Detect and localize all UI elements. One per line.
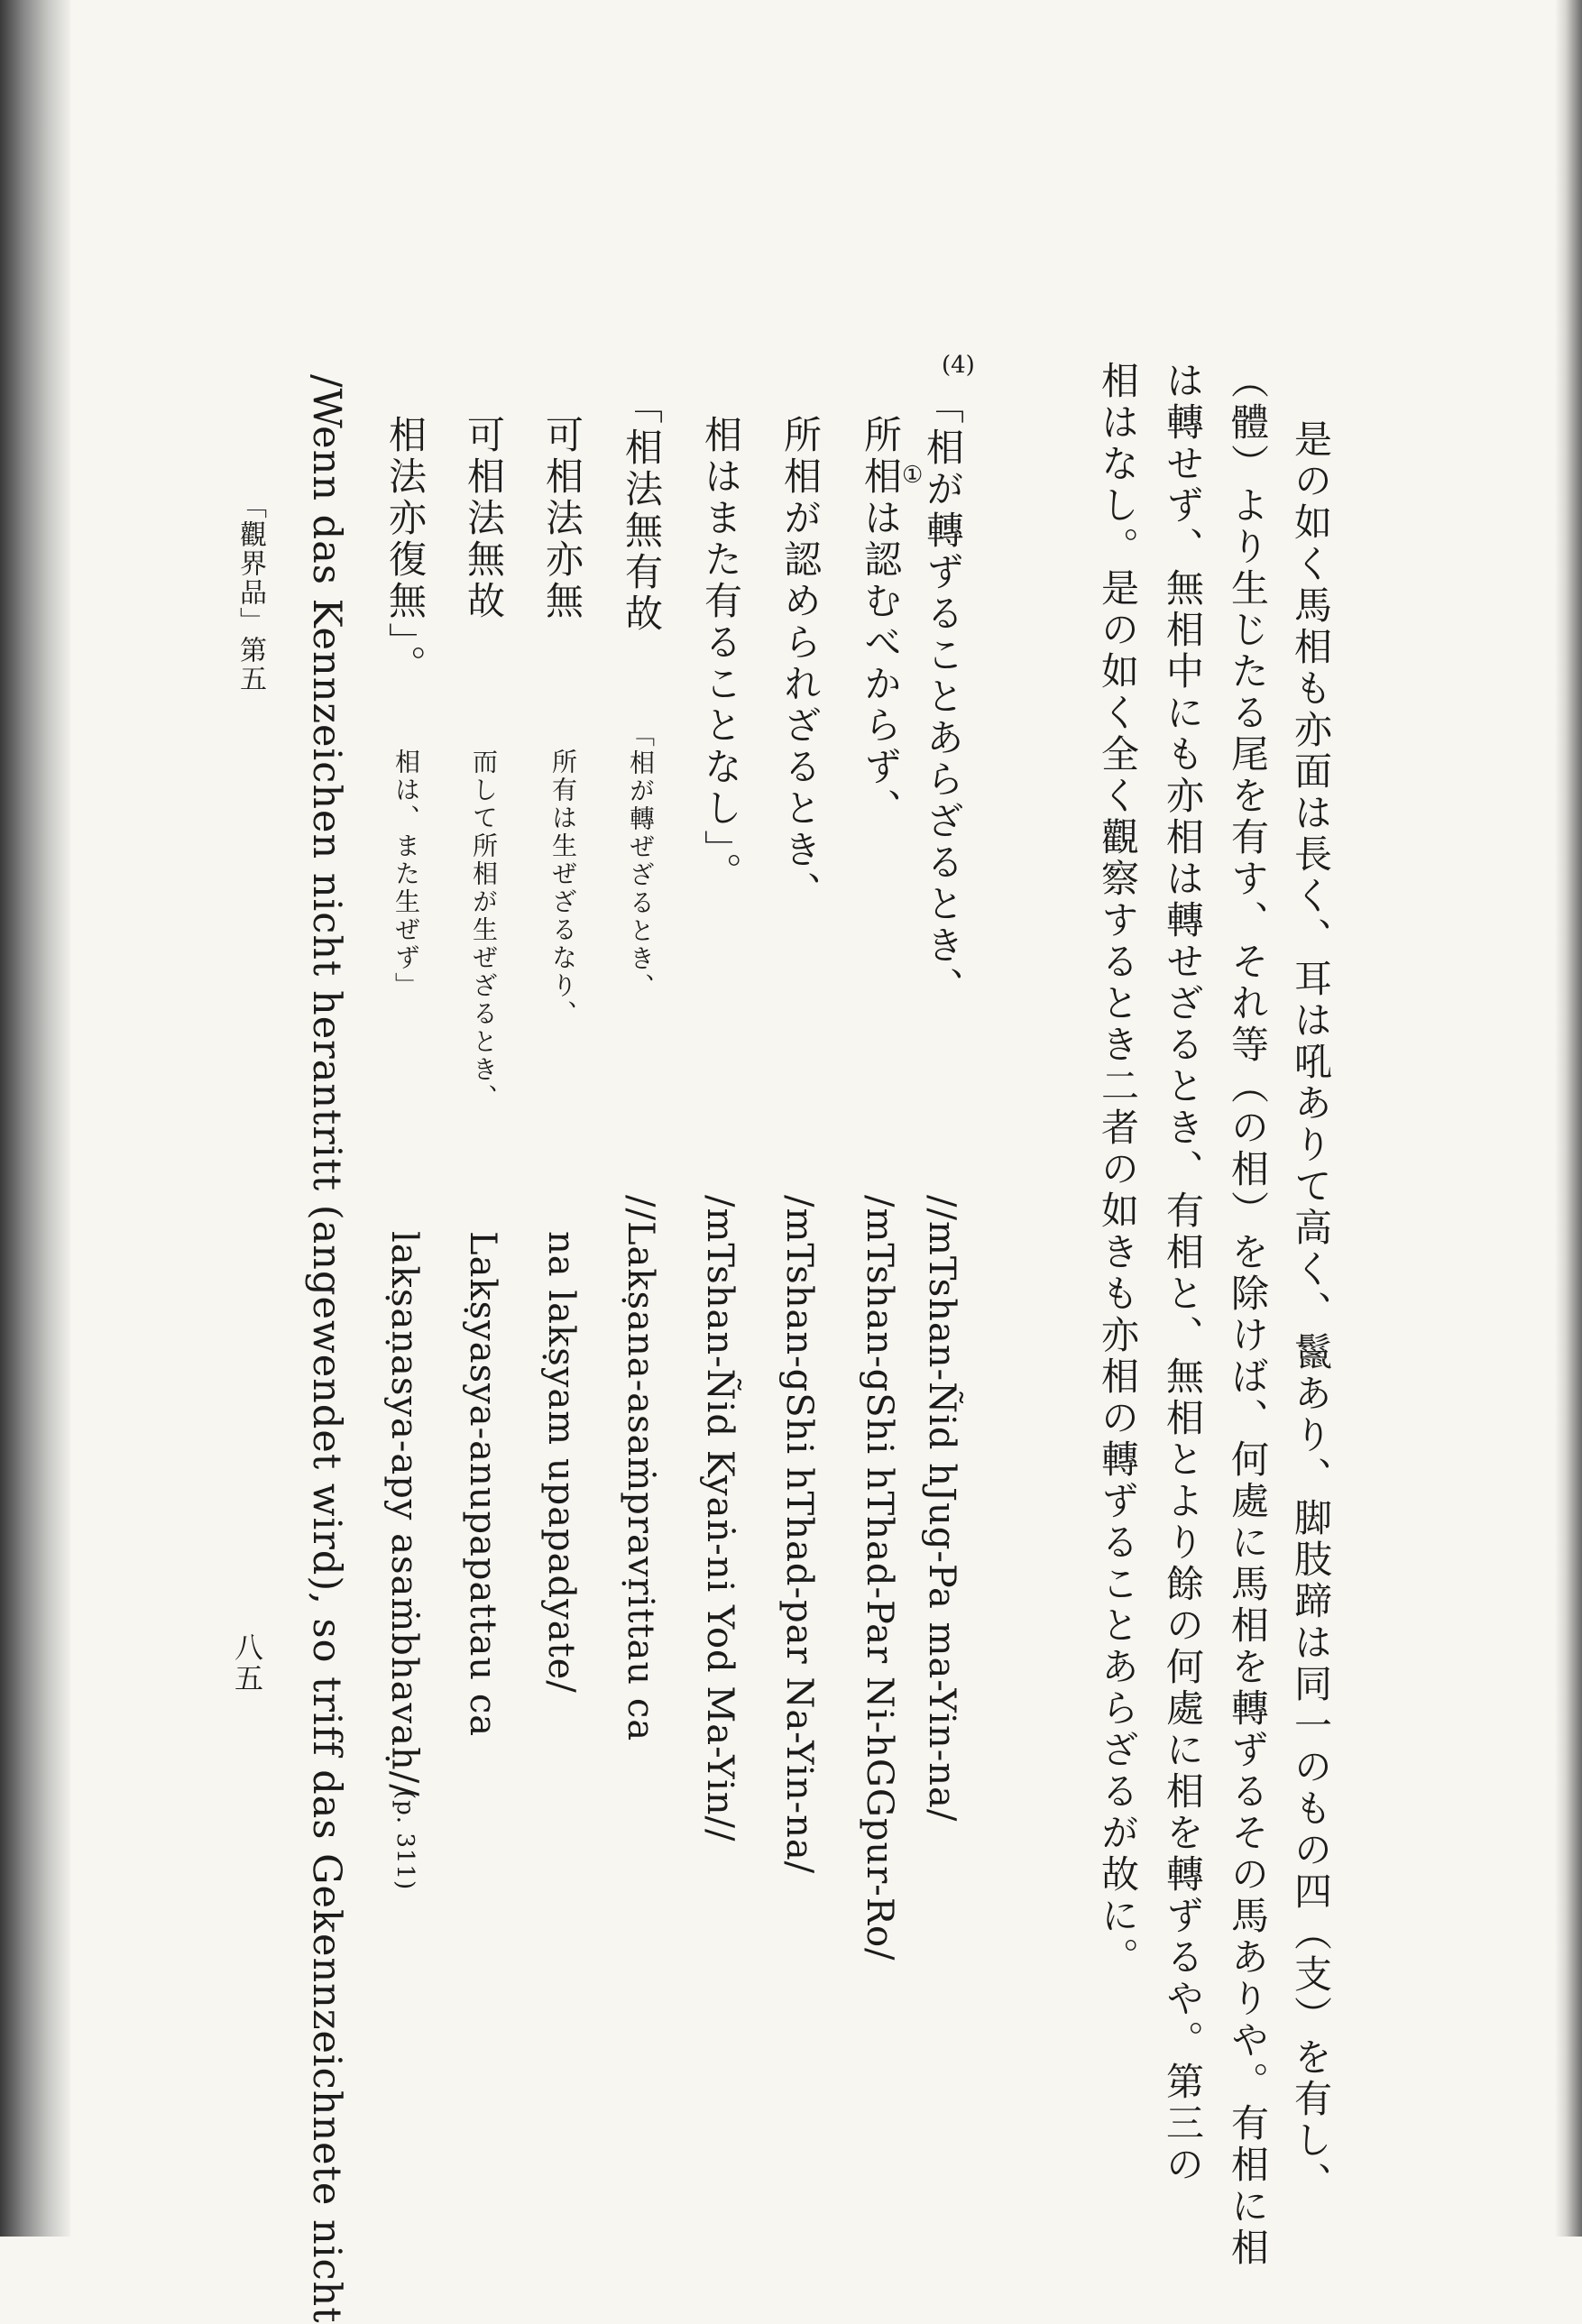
prose-line-4: 相はなし。是の如く全く觀察するとき二者の如きも亦相の轉ずることあらざるが故に。 [1096,361,1140,1979]
verse-number: (4) [942,352,975,379]
gloss-line-8: 相は、また生ぜず」 [391,749,421,1000]
romanized-line-1: //mTshan-Ñid hJug-Pa ma-Yin-na/ [921,1195,962,1823]
verse-line-1: 「相が轉ずることあらざるとき、 [921,386,965,1008]
prose-line-2: （體）より生じたる尾を有す、それ等（の相）を除けば、何處に馬相を轉ずるその馬ありや。有相に相 [1226,361,1270,2269]
romanized-line-7: Lakṣyasya-anupapattau ca [462,1231,503,1738]
chapter-title: 「觀界品」第五 [235,491,266,694]
gloss-line-7: 而して所相が生ぜざるとき、 [469,749,499,1112]
footnote-mark: ① [902,462,924,489]
page-edge-shadow [1555,0,1582,2237]
verse-line-5: 「相法無有故 [620,386,664,635]
verse-line-7: 可相法無故 [462,415,506,622]
romanized-line-4: /mTshan-Ñid Kyaṅ-ni Yod Ma-Yin// [699,1195,740,1842]
gloss-line-5: 「相が轉ぜざるとき、 [626,721,656,1001]
verse-line-3: 所相が認められざるとき、 [778,415,823,913]
romanized-line-8: lakṣaṇasya-apy asaṁbhavaḥ// [383,1231,425,1797]
german-translation: /Wenn das Kennzeichen nicht herantritt (angewendet wird), so triff das Gekennzeichnete nicht [304,374,349,2324]
prose-line-1: 是の如く馬相も亦面は長く、耳は吼ありて高く、鬣あり、脚肢蹄は同一のもの四（支）を有し、 [1289,419,1333,2203]
page-number: 八五 [230,1632,264,1694]
verse-line-2: 所相は認むべからず、 [859,415,903,830]
romanized-line-5: //Lakṣana-asaṁpravṛittau ca [620,1195,661,1742]
romanized-line-6: na lakṣyam upapadyate/ [540,1231,582,1694]
verse-line-6: 可相法亦無 [540,415,584,622]
verse-line-8: 相法亦復無」。 [383,415,428,686]
binding-shadow [0,0,70,2237]
page-reference: (p. 311) [391,1790,418,1891]
romanized-line-2: /mTshan-gShi hThad-Par Ni-hGGpur-Ro/ [859,1195,900,1961]
gloss-line-6: 所有は生ぜざるなり、 [548,749,578,1028]
prose-line-3: は轉せず、無相中にも亦相は轉せざるとき、有相と、無相とより餘の何處に相を轉ずるや。第三の [1161,361,1205,2186]
verse-line-4: 相はまた有ることなし」。 [699,415,743,894]
romanized-line-3: /mTshan-gShi hThad-par Na-Yin-na/ [778,1195,820,1875]
